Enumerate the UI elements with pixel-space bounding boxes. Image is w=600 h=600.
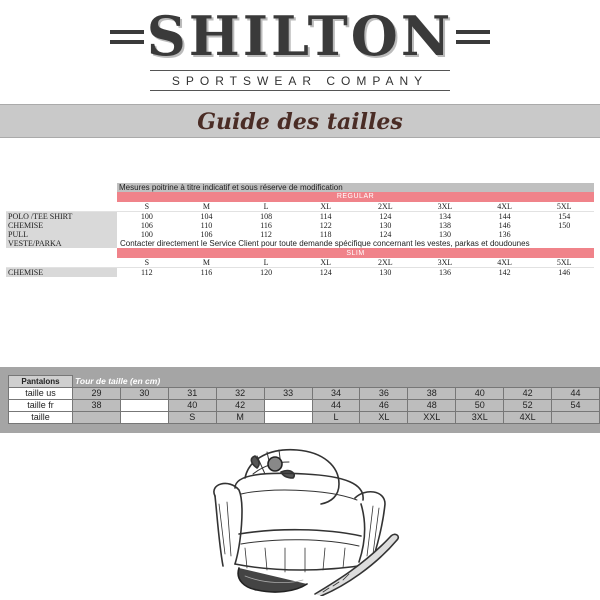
empty-cell [6, 183, 117, 192]
row-label-parka: VESTE/PARKA [6, 239, 117, 248]
size-header: XL [296, 258, 356, 268]
slim-cut-label: SLIM [117, 248, 594, 257]
table-cell: 112 [140, 267, 153, 277]
table-cell: 142 [498, 267, 511, 277]
table-cell: 130 [438, 230, 451, 240]
table-cell: 46 [360, 400, 408, 412]
table-cell: 29 [73, 388, 121, 400]
table-cell: 42 [216, 400, 264, 412]
size-note: Mesures poitrine à titre indicatif et sous réserve de modification [117, 183, 594, 192]
table-cell: 4XL [504, 412, 552, 424]
table-cell: 48 [408, 400, 456, 412]
table-cell: 118 [319, 230, 332, 240]
table-cell: 3XL [456, 412, 504, 424]
size-header: M [177, 202, 237, 212]
table-cell: 138 [438, 220, 451, 230]
table-cell: 114 [319, 211, 332, 221]
pants-header: Pantalons [9, 376, 73, 388]
row-label-polo: POLO /TEE SHIRT [6, 211, 117, 221]
brand-logo [0, 0, 600, 100]
size-header: 4XL [475, 202, 535, 212]
table-cell: 36 [360, 388, 408, 400]
table-cell [264, 412, 312, 424]
size-header: S [117, 202, 177, 212]
parka-contact-note: Contacter directement le Service Client pour toute demande spécifique concernant les vestes, parkas et doudounes [120, 239, 530, 249]
table-cell: 124 [319, 267, 332, 277]
slim-header-row [6, 248, 594, 257]
size-header: 4XL [475, 258, 535, 268]
row-label-chemise-slim: CHEMISE [6, 267, 117, 277]
table-cell: 130 [379, 267, 392, 277]
empty-cell [6, 192, 117, 201]
size-header: M [177, 258, 237, 268]
brand-tagline: SPORTSWEAR COMPANY [171, 74, 429, 88]
size-header: 3XL [415, 202, 475, 212]
size-header: XL [296, 202, 356, 212]
table-cell: 40 [456, 388, 504, 400]
size-header: 5XL [534, 202, 594, 212]
empty-cell [264, 376, 599, 388]
empty-cell [6, 258, 117, 268]
table-cell: 120 [260, 267, 273, 277]
size-header: 2XL [356, 258, 416, 268]
table-cell: L [312, 412, 360, 424]
table-cell [120, 412, 168, 424]
pants-row-us [9, 388, 600, 400]
size-header: 5XL [534, 258, 594, 268]
size-header: 2XL [356, 202, 416, 212]
size-header: L [236, 258, 296, 268]
row-label-chemise: CHEMISE [6, 221, 117, 230]
slim-sizes-row [6, 258, 594, 268]
table-cell: 134 [438, 211, 451, 221]
table-cell: 40 [168, 400, 216, 412]
table-cell: XL [360, 412, 408, 424]
pants-header-row [9, 376, 600, 388]
table-cell: 106 [140, 220, 153, 230]
regular-sizes-row [6, 202, 594, 212]
table-row [6, 267, 594, 277]
table-cell: 116 [200, 267, 213, 277]
table-cell: 34 [312, 388, 360, 400]
table-cell: 38 [73, 400, 121, 412]
brand-name: SHILTON [146, 4, 454, 68]
size-guide-table [6, 183, 594, 277]
table-cell [264, 400, 312, 412]
table-cell: M [216, 412, 264, 424]
table-cell [73, 412, 121, 424]
table-cell: 54 [552, 400, 600, 412]
table-cell: 130 [379, 220, 392, 230]
table-cell: 124 [379, 230, 392, 240]
table-cell: 44 [552, 388, 600, 400]
pants-row-fr [9, 400, 600, 412]
table-cell: 146 [498, 220, 511, 230]
table-cell: 104 [200, 211, 213, 221]
table-cell: XXL [408, 412, 456, 424]
table-cell: S [168, 412, 216, 424]
table-cell: 136 [438, 267, 451, 277]
table-cell: 38 [408, 388, 456, 400]
pants-row-label: taille fr [9, 400, 73, 412]
pants-row-label: taille [9, 412, 73, 424]
pants-title: Tour de taille (en cm) [75, 375, 161, 386]
regular-header-row [6, 192, 594, 201]
table-cell: 44 [312, 400, 360, 412]
regular-cut-label: REGULAR [117, 192, 594, 201]
table-cell: 136 [498, 230, 511, 240]
table-cell: 150 [558, 220, 571, 230]
armchair-with-baseball-glove-icon [205, 444, 405, 596]
table-cell: 50 [456, 400, 504, 412]
logo-rule-bottom [150, 90, 450, 91]
pants-row-size [9, 412, 600, 424]
table-cell: 112 [260, 230, 272, 240]
table-cell: 154 [558, 211, 571, 221]
size-header: L [236, 202, 296, 212]
parka-row [6, 239, 594, 248]
table-cell [552, 412, 600, 424]
table-cell: 100 [140, 211, 153, 221]
empty-cell [6, 248, 117, 257]
table-cell: 124 [379, 211, 392, 221]
page-title-banner: Guide des tailles [0, 104, 600, 138]
table-cell: 116 [260, 220, 272, 230]
table-cell [120, 400, 168, 412]
table-cell: 100 [140, 230, 153, 240]
size-note-row [6, 183, 594, 192]
table-cell: 31 [168, 388, 216, 400]
table-cell: 32 [216, 388, 264, 400]
empty-cell [6, 202, 117, 212]
table-cell: 30 [120, 388, 168, 400]
table-cell: 108 [260, 211, 273, 221]
table-cell: 146 [558, 267, 571, 277]
table-cell: 33 [264, 388, 312, 400]
pants-size-table [8, 375, 600, 424]
table-cell: 42 [504, 388, 552, 400]
logo-rule-top [150, 70, 450, 71]
table-cell: 52 [504, 400, 552, 412]
table-row [6, 211, 594, 221]
row-label-pull: PULL [6, 230, 117, 239]
table-cell: 110 [200, 220, 213, 230]
table-cell [534, 230, 594, 239]
size-header: S [117, 258, 177, 268]
size-header: 3XL [415, 258, 475, 268]
pants-row-label: taille us [9, 388, 73, 400]
table-row [6, 221, 594, 230]
table-cell: 144 [498, 211, 511, 221]
table-cell: 122 [319, 220, 332, 230]
table-cell: 106 [200, 230, 213, 240]
table-row [6, 230, 594, 239]
